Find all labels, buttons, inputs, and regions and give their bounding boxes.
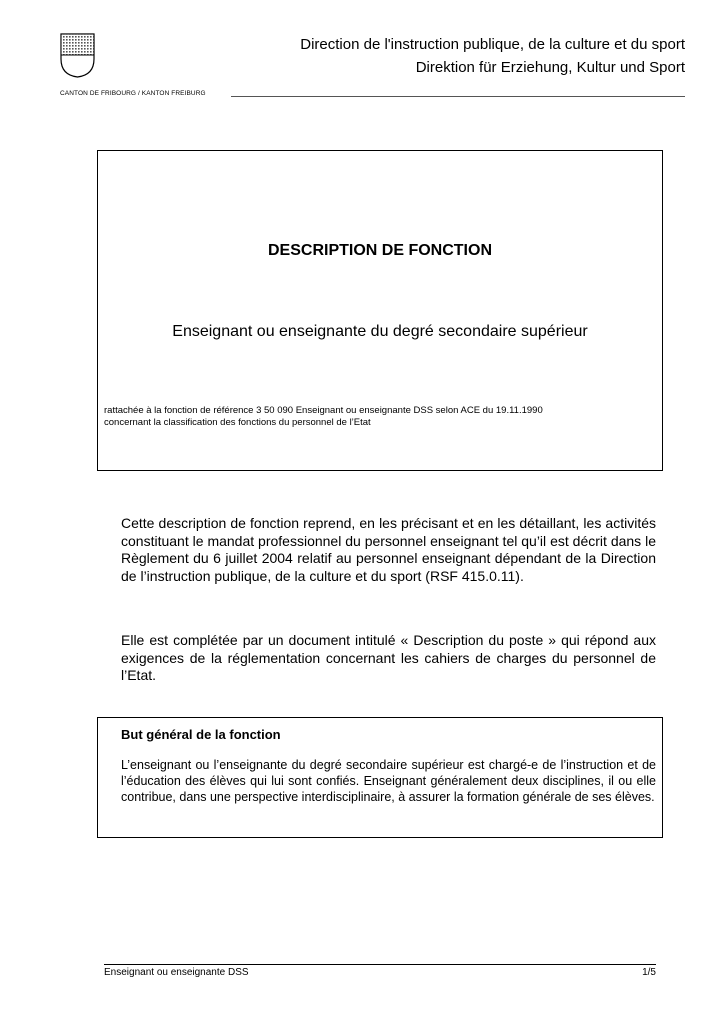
reference-line-1: rattachée à la fonction de référence 3 50 090 Enseignant ou enseignante DSS selon ACE du 19.11.1990 (104, 405, 543, 416)
purpose-text: L’enseignant ou l’enseignante du degré secondaire supérieur est chargé-e de l’instruction et de l’éducation des élèves qui lui sont confiés. Enseignant généralement deux disciplines, il ou elle contribue, dans une perspective interdisciplinaire, à assurer la formation générale de ses élèves. (121, 758, 656, 805)
department-name-fr: Direction de l'instruction publique, de la culture et du sport (300, 36, 685, 53)
title-box (97, 150, 663, 471)
document-title: DESCRIPTION DE FONCTION (267, 242, 492, 259)
canton-crest-icon (60, 33, 95, 78)
purpose-heading: But général de la fonction (121, 727, 281, 742)
canton-label: CANTON DE FRIBOURG / KANTON FREIBURG (60, 90, 206, 97)
footer-divider (104, 964, 656, 965)
reference-note (104, 405, 543, 429)
header-divider (231, 96, 685, 97)
page-number: 1/5 (642, 967, 656, 978)
reference-line-2: concernant la classification des fonctions du personnel de l’Etat (104, 417, 371, 428)
department-name-de: Direktion für Erziehung, Kultur und Sport (415, 59, 685, 76)
document-subtitle: Enseignant ou enseignante du degré secondaire supérieur (172, 323, 588, 340)
intro-paragraph: Cette description de fonction reprend, en les précisant et en les détaillant, les activités constituant le mandat professionnel du personnel enseignant tel qu’il est décrit dans le Règlement du 6 juillet 2004 relatif au personnel enseignant dépendant de la Direction de l’instruction publique, de la culture et du sport (RSF 415.0.11). (121, 515, 656, 584)
purpose-box (97, 717, 663, 838)
footer-title: Enseignant ou enseignante DSS (104, 967, 249, 978)
complement-paragraph: Elle est complétée par un document intitulé « Description du poste » qui répond aux exigences de la réglementation concernant les cahiers de charges du personnel de l’Etat. (121, 632, 656, 683)
